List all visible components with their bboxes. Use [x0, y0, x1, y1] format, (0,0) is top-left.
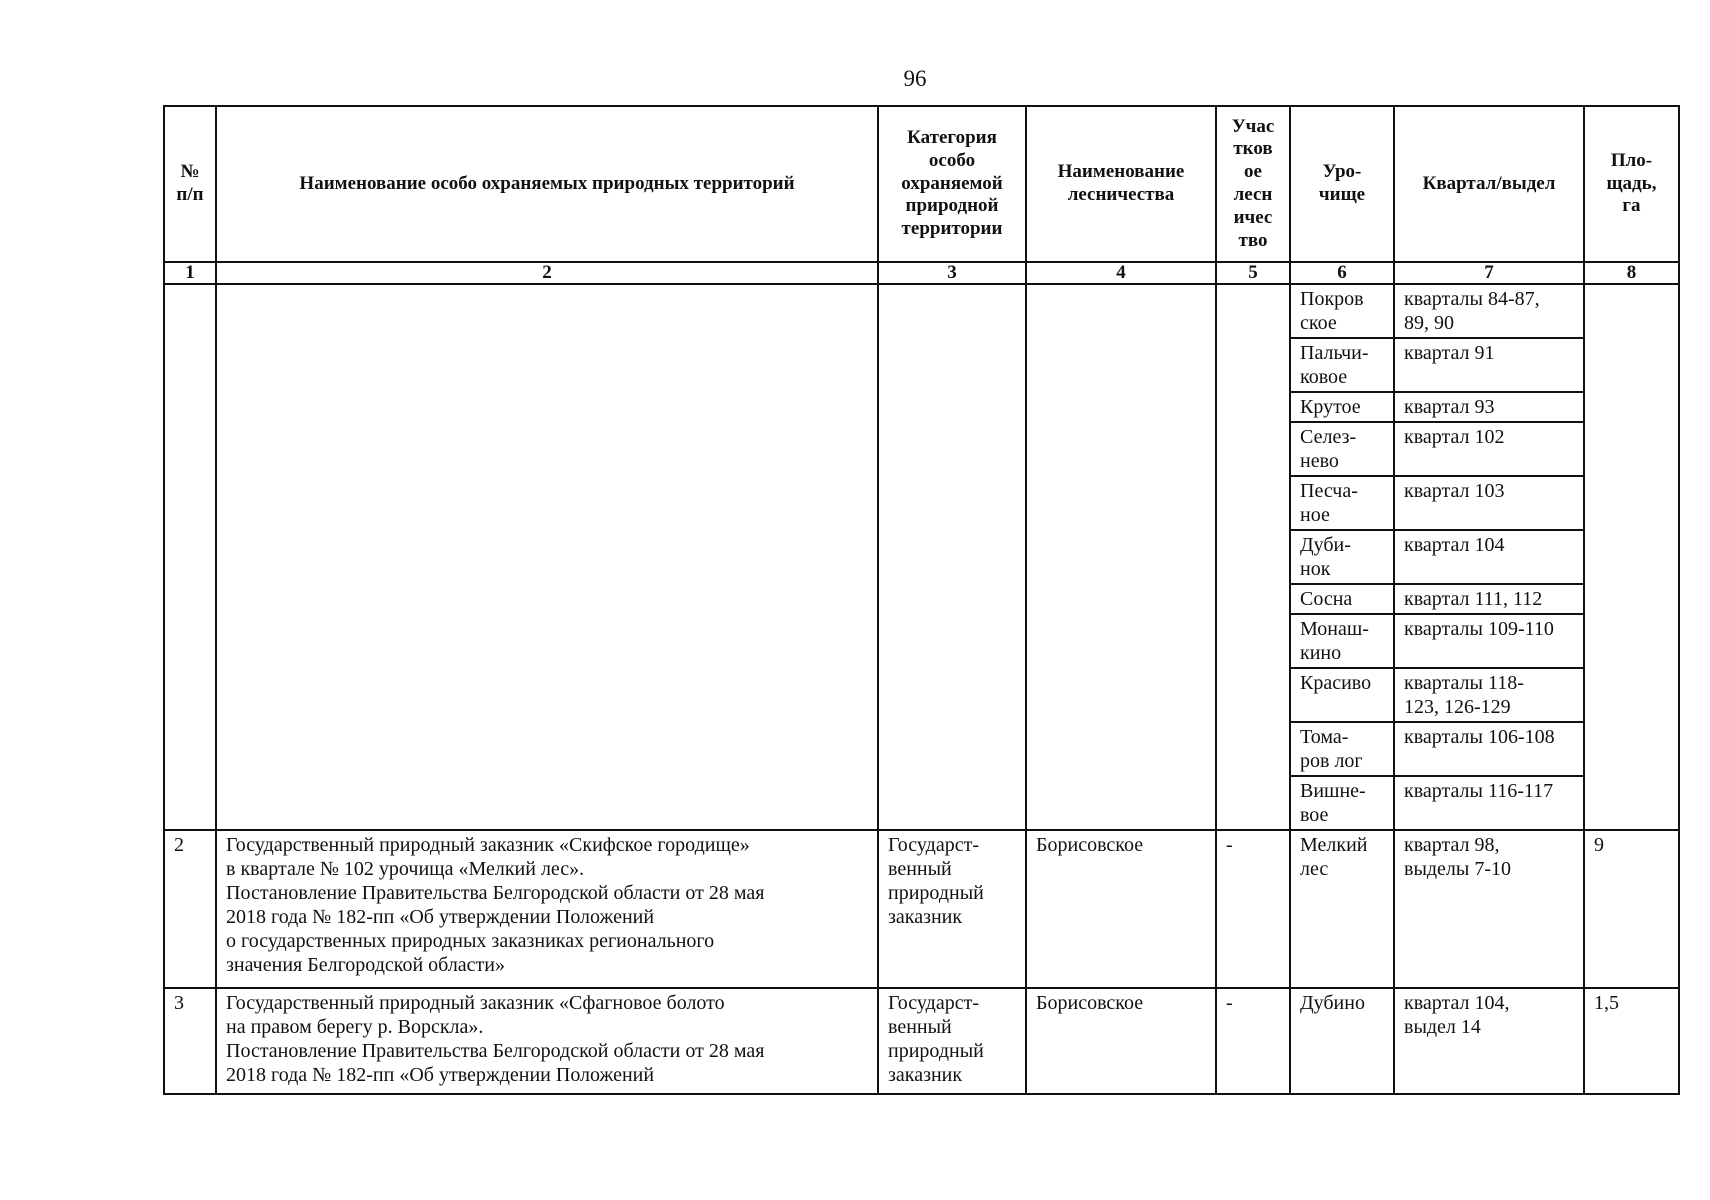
- area-cell: 9: [1584, 830, 1679, 988]
- reserve-name: Государственный природный заказник «Сфагновое болото на правом берегу р. Ворскла». Постановление Правительства Белгородской области от 28 мая 2018 года № 182-пп «Об утверждении Положений: [216, 988, 878, 1094]
- cell-number-empty: [164, 284, 216, 830]
- quarter-cell: квартал 98, выделы 7-10: [1394, 830, 1584, 988]
- tract-cell: Дуби- нок: [1290, 530, 1394, 584]
- cell-district-empty: [1216, 284, 1290, 830]
- quarter-cell: квартал 104: [1394, 530, 1584, 584]
- quarter-cell: кварталы 116-117: [1394, 776, 1584, 830]
- cell-area-empty: [1584, 284, 1679, 830]
- quarter-cell: квартал 93: [1394, 392, 1584, 422]
- quarter-cell: квартал 104, выдел 14: [1394, 988, 1584, 1094]
- table-row: [164, 830, 1679, 988]
- cell-category-empty: [878, 284, 1026, 830]
- column-number: 8: [1584, 262, 1679, 284]
- continuation-row: [164, 284, 1679, 338]
- row-number: 2: [164, 830, 216, 988]
- tract-cell: Мелкий лес: [1290, 830, 1394, 988]
- table-row: [164, 988, 1679, 1094]
- quarter-cell: кварталы 106-108: [1394, 722, 1584, 776]
- quarter-cell: квартал 91: [1394, 338, 1584, 392]
- quarter-cell: квартал 102: [1394, 422, 1584, 476]
- quarter-cell: кварталы 118- 123, 126-129: [1394, 668, 1584, 722]
- col-header-area: Пло- щадь, га: [1584, 106, 1679, 262]
- reserve-category: Государст- венный природный заказник: [878, 830, 1026, 988]
- col-header-category: Категория особо охраняемой природной территории: [878, 106, 1026, 262]
- tract-cell: Пальчи- ковое: [1290, 338, 1394, 392]
- col-header-district: Учас тков ое лесн ичес тво: [1216, 106, 1290, 262]
- tract-cell: Песча- ное: [1290, 476, 1394, 530]
- column-number: 5: [1216, 262, 1290, 284]
- tract-cell: Монаш- кино: [1290, 614, 1394, 668]
- tract-cell: Красиво: [1290, 668, 1394, 722]
- reserve-category: Государст- венный природный заказник: [878, 988, 1026, 1094]
- row-number: 3: [164, 988, 216, 1094]
- forestry-name: Борисовское: [1026, 830, 1216, 988]
- forestry-name: Борисовское: [1026, 988, 1216, 1094]
- col-header-tract: Уро- чище: [1290, 106, 1394, 262]
- column-number: 1: [164, 262, 216, 284]
- quarter-cell: кварталы 109-110: [1394, 614, 1584, 668]
- quarter-cell: квартал 111, 112: [1394, 584, 1584, 614]
- col-header-forestry: Наименование лесничества: [1026, 106, 1216, 262]
- column-numbers-row: [164, 262, 1679, 284]
- column-number: 3: [878, 262, 1026, 284]
- district-forestry: -: [1216, 830, 1290, 988]
- area-cell: 1,5: [1584, 988, 1679, 1094]
- district-forestry: -: [1216, 988, 1290, 1094]
- tract-cell: Крутое: [1290, 392, 1394, 422]
- tract-cell: Покров ское: [1290, 284, 1394, 338]
- reserves-table: [163, 105, 1680, 1095]
- quarter-cell: квартал 103: [1394, 476, 1584, 530]
- col-header-quarter: Квартал/выдел: [1394, 106, 1584, 262]
- cell-forestry-empty: [1026, 284, 1216, 830]
- tract-cell: Тома- ров лог: [1290, 722, 1394, 776]
- header-row: [164, 106, 1679, 262]
- tract-cell: Сосна: [1290, 584, 1394, 614]
- column-number: 7: [1394, 262, 1584, 284]
- column-number: 2: [216, 262, 878, 284]
- column-number: 4: [1026, 262, 1216, 284]
- page-number: 96: [903, 66, 927, 91]
- col-header-name: Наименование особо охраняемых природных территорий: [216, 106, 878, 262]
- tract-cell: Селез- нево: [1290, 422, 1394, 476]
- cell-name-empty: [216, 284, 878, 830]
- tract-cell: Дубино: [1290, 988, 1394, 1094]
- col-header-number: № п/п: [164, 106, 216, 262]
- tract-cell: Вишне- вое: [1290, 776, 1394, 830]
- column-number: 6: [1290, 262, 1394, 284]
- reserve-name: Государственный природный заказник «Скифское городище» в квартале № 102 урочища «Мелкий лес». Постановление Правительства Белгородской области от 28 мая 2018 года № 182-пп «Об утверждении Положений о государственных природных заказниках регионального значения Белгородской области»: [216, 830, 878, 988]
- quarter-cell: кварталы 84-87, 89, 90: [1394, 284, 1584, 338]
